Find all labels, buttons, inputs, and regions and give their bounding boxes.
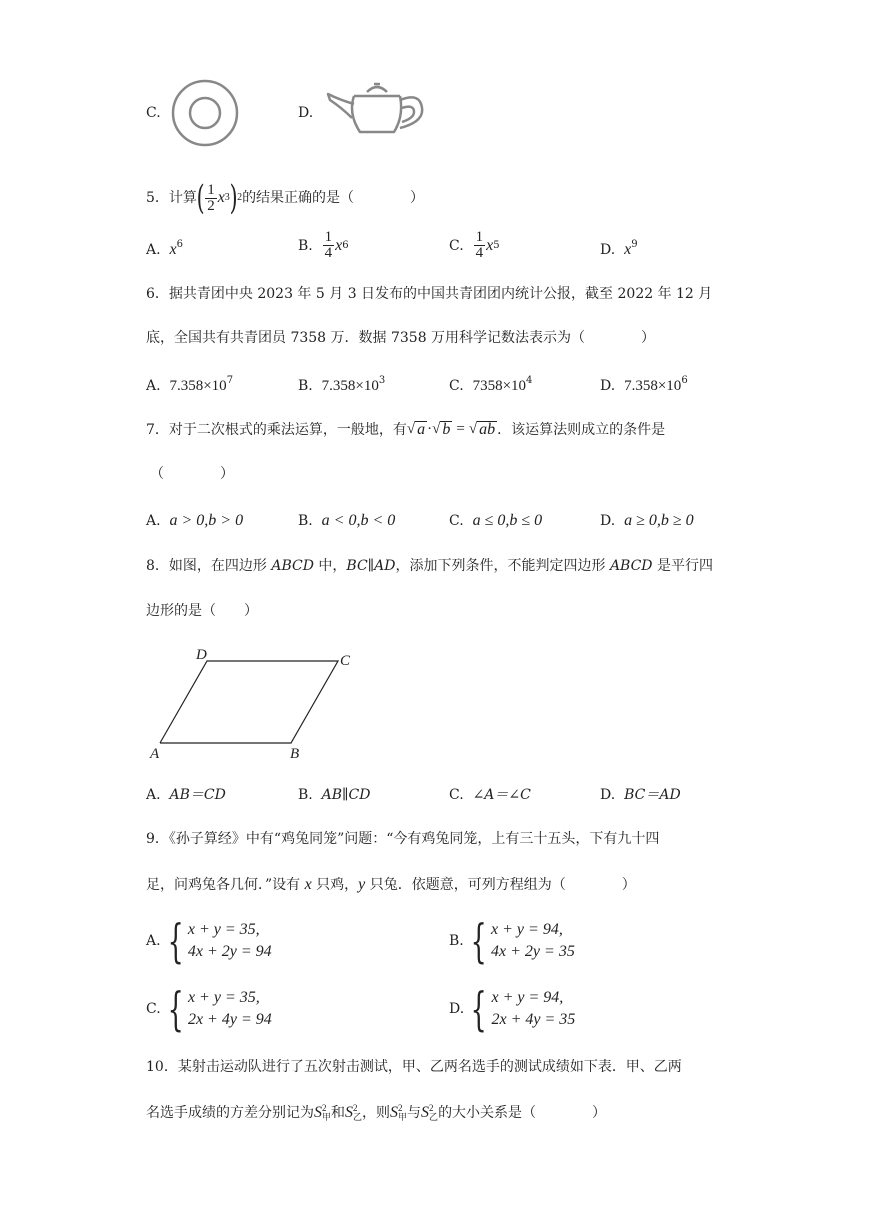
q5-option-b: B. $\frac{1}{4}$ x 6 (298, 229, 349, 261)
q5-fraction: $\frac{1}{2}$ (207, 181, 215, 214)
ring-figure (170, 78, 240, 148)
q7-option-c: C. a ≤ 0,b ≤ 0 (449, 512, 543, 529)
q7-line2: （ ） (150, 466, 234, 482)
q5-suffix: 的结果正确的是（ ） (242, 190, 425, 206)
vertex-c-label: C (340, 653, 351, 669)
q5-outer-exp: 2 (237, 192, 243, 203)
q8-option-b: B. AB∥CD (298, 787, 371, 803)
q6-option-c: C. $7358\times 10^4$ (449, 375, 533, 394)
q9-line1: 9．《孙子算经》中有“鸡兔同笼”问题：“今有鸡兔同笼，上有三十五头，下有九十四 (146, 831, 660, 847)
vertex-b-label: B (290, 746, 300, 762)
q9-option-a: A. { x + y = 35, 4x + 2y = 94 (146, 914, 272, 968)
q7-option-a: A. a > 0,b > 0 (146, 512, 244, 529)
q5-base: x (217, 189, 225, 206)
q9-option-b: B. { x + y = 94, 4x + 2y = 35 (449, 914, 575, 968)
q7-stem: 7．对于二次根式的乘法运算，一般地，有 √ a · √ b = √ ab ．该运算法则成立的条件是 (146, 421, 666, 438)
q5-inner-exp: 3 (224, 192, 230, 203)
q4-option-c-label: C. (146, 105, 161, 121)
q5-option-c: C. $\frac{1}{4}$ x 5 (449, 229, 500, 261)
q9-line2: 足，问鸡兔各几何．”设有 x 只鸡，y 只兔．依题意，可列方程组为（ ） (146, 876, 636, 893)
parallelogram-figure (146, 645, 366, 763)
q6-option-d: D. $7.358\times 10^6$ (600, 375, 688, 394)
q8-line1: 8．如图，在四边形 ABCD 中，BC∥AD，添加下列条件，不能判定四边形 ABCD 是平行四 (146, 558, 713, 574)
q8-option-d: D. BC＝AD (600, 787, 681, 803)
q5-option-a: A. $x^6$ (146, 239, 183, 258)
q8-option-a: A. AB＝CD (146, 787, 226, 803)
q7-option-b: B. a < 0,b < 0 (298, 512, 396, 529)
q6-option-b: B. $7.358\times 10^3$ (298, 375, 386, 394)
q9-option-c: C. { x + y = 35, 2x + 4y = 94 (146, 982, 272, 1036)
q5-prefix: 5．计算 (146, 190, 197, 206)
q8-option-c: C. ∠A＝∠C (449, 787, 531, 803)
teapot-figure (322, 78, 428, 136)
q9-option-d: D. { x + y = 94, 2x + 4y = 35 (449, 982, 576, 1036)
q10-line2: 名选手成绩的方差分别记为S 2 甲 和S 2 乙 ，则S 2 甲 与S 2 乙 的大小关系是（ ） (146, 1103, 607, 1123)
q5-stem: 5．计算 ( $\frac{1}{2}$ x 3 ) 2 的结果正确的是（ ） (146, 178, 425, 218)
q7-option-d: D. a ≥ 0,b ≥ 0 (600, 512, 694, 529)
q4-option-d-label: D. (298, 105, 314, 121)
q10-line1: 10．某射击运动队进行了五次射击测试，甲、乙两名选手的测试成绩如下表．甲、乙两 (146, 1059, 682, 1075)
q6-line1: 6．据共青团中央 2023 年 5 月 3 日发布的中国共青团团内统计公报，截至 2022 年 12 月 (146, 286, 713, 302)
q5-option-d: D. $x^9$ (600, 239, 638, 258)
q8-line2: 边形的是（ ） (146, 603, 258, 619)
vertex-a-label: A (150, 746, 160, 762)
vertex-d-label: D (196, 647, 207, 663)
q6-line2: 底，全国共有共青团员 7358 万．数据 7358 万用科学记数法表示为（ ） (146, 330, 656, 346)
q6-option-a: A. $7.358\times 10^7$ (146, 375, 234, 394)
